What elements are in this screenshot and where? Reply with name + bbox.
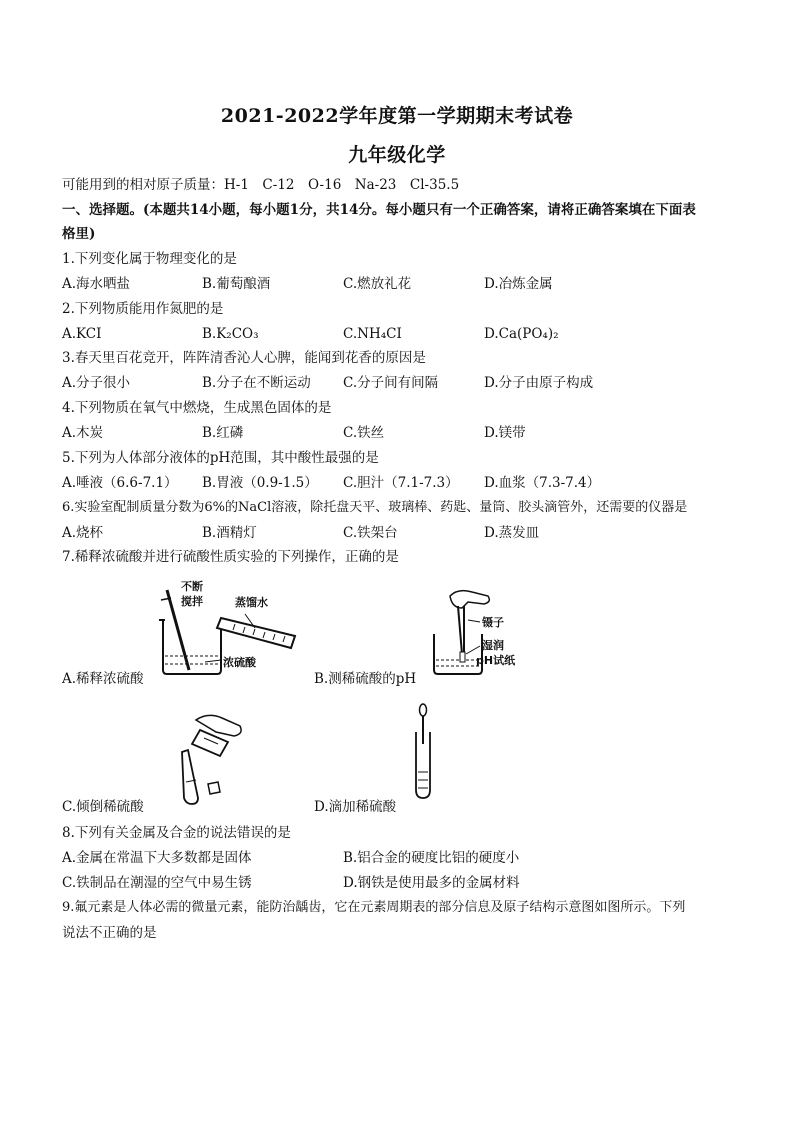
option-c[interactable]: C.铁架台 bbox=[343, 525, 398, 541]
figure-measure-ph bbox=[428, 588, 543, 676]
label-tweezers: 镊子 bbox=[482, 616, 504, 629]
question-stem: 1.下列变化属于物理变化的是 bbox=[62, 251, 237, 267]
option-a[interactable]: A.木炭 bbox=[62, 425, 104, 441]
option-c[interactable]: C.铁丝 bbox=[343, 425, 385, 441]
question-stem: 9.氟元素是人体必需的微量元素，能防治龋齿，它在元素周期表的部分信息及原子结构示意图如图所示。下列 bbox=[62, 900, 686, 915]
option-c[interactable]: C.NH₄CI bbox=[343, 326, 402, 342]
figure-dilute-acid bbox=[145, 578, 320, 678]
option-b[interactable]: B.红磷 bbox=[202, 425, 244, 441]
option-a[interactable]: A.烧杯 bbox=[62, 525, 104, 541]
option-b[interactable]: B.K₂CO₃ bbox=[202, 326, 259, 342]
option-a[interactable]: A.分子很小 bbox=[62, 375, 131, 391]
section-heading: 一、选择题。(本题共14小题，每小题1分，共14分。每小题只有一个正确答案，请将正确答案填在下面表 bbox=[62, 202, 696, 218]
question-stem-cont: 说法不正确的是 bbox=[62, 925, 157, 941]
label-ph-paper: pH试纸 bbox=[476, 654, 516, 667]
option-a[interactable]: A.金属在常温下大多数都是固体 bbox=[62, 850, 252, 866]
question-stem: 3.春天里百花竞开，阵阵清香沁人心脾，能闻到花香的原因是 bbox=[62, 350, 426, 366]
option-b[interactable]: B.铝合金的硬度比铝的硬度小 bbox=[343, 850, 520, 866]
option-c[interactable]: C.倾倒稀硫酸 bbox=[62, 799, 144, 815]
option-d[interactable]: D.滴加稀硫酸 bbox=[314, 799, 397, 815]
option-b[interactable]: B.测稀硫酸的pH bbox=[314, 671, 417, 687]
option-d[interactable]: D.分子由原子构成 bbox=[484, 375, 594, 391]
question-stem: 8.下列有关金属及合金的说法错误的是 bbox=[62, 825, 291, 841]
option-b[interactable]: B.分子在不断运动 bbox=[202, 375, 311, 391]
option-d[interactable]: D.血浆（7.3-7.4） bbox=[484, 475, 601, 491]
label-stir-2: 搅拌 bbox=[181, 595, 203, 608]
label-stir: 不断 bbox=[181, 580, 203, 593]
option-b[interactable]: B.胃液（0.9-1.5） bbox=[202, 475, 318, 491]
option-d[interactable]: D.蒸发皿 bbox=[484, 525, 540, 541]
option-b[interactable]: B.葡萄酿酒 bbox=[202, 276, 271, 292]
figure-drop-acid bbox=[408, 702, 438, 802]
option-d[interactable]: D.钢铁是使用最多的金属材料 bbox=[343, 875, 520, 891]
question-stem: 5.下列为人体部分液体的pH范围，其中酸性最强的是 bbox=[62, 450, 379, 466]
question-stem: 2.下列物质能用作氮肥的是 bbox=[62, 301, 224, 317]
label-water: 蒸馏水 bbox=[235, 596, 268, 609]
label-conc-acid: 浓硫酸 bbox=[223, 656, 256, 669]
exam-title: 2021-2022学年度第一学期期末考试卷 bbox=[220, 105, 574, 127]
option-a[interactable]: A.稀释浓硫酸 bbox=[62, 671, 144, 687]
option-d[interactable]: D.Ca(PO₄)₂ bbox=[484, 326, 559, 342]
figure-pour-acid bbox=[156, 712, 256, 806]
question-stem: 6.实验室配制质量分数为6%的NaCl溶液，除托盘天平、玻璃棒、药匙、量筒、胶头滴管外，还需要的仪器是 bbox=[62, 500, 688, 515]
exam-subtitle: 九年级化学 bbox=[348, 144, 446, 166]
option-a[interactable]: A.KCI bbox=[62, 326, 102, 342]
option-c[interactable]: C.铁制品在潮湿的空气中易生锈 bbox=[62, 875, 252, 891]
option-c[interactable]: C.分子间有间隔 bbox=[343, 375, 439, 391]
option-b[interactable]: B.酒精灯 bbox=[202, 525, 257, 541]
label-wet: 湿润 bbox=[482, 639, 504, 652]
option-a[interactable]: A.海水晒盐 bbox=[62, 276, 131, 292]
question-stem: 4.下列物质在氧气中燃烧，生成黑色固体的是 bbox=[62, 400, 332, 416]
option-c[interactable]: C.胆汁（7.1-7.3） bbox=[343, 475, 459, 491]
option-a[interactable]: A.唾液（6.6-7.1） bbox=[62, 475, 178, 491]
option-d[interactable]: D.冶炼金属 bbox=[484, 276, 553, 292]
atomic-masses: 可能用到的相对原子质量：H-1 C-12 O-16 Na-23 Cl-35.5 bbox=[62, 177, 460, 193]
section-heading-cont: 格里) bbox=[62, 226, 96, 242]
question-stem: 7.稀释浓硫酸并进行硫酸性质实验的下列操作，正确的是 bbox=[62, 549, 399, 565]
option-d[interactable]: D.镁带 bbox=[484, 425, 526, 441]
option-c[interactable]: C.燃放礼花 bbox=[343, 276, 412, 292]
